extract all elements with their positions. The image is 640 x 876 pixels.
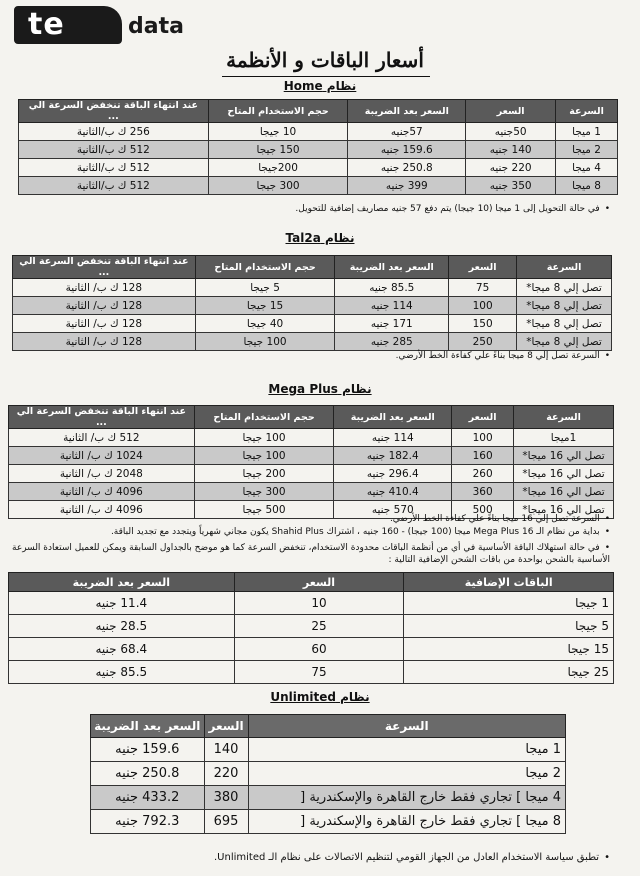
quota-cell: 5 جيجا	[195, 279, 335, 297]
speed-cell: 4 ميجا ] تجاري فقط خارج القاهرة والإسكندرية [	[248, 786, 565, 810]
tal2a-header-row	[13, 256, 612, 279]
addon-price-tax-cell: 11.4 جنيه	[9, 592, 235, 615]
reduced-speed-cell: 4096 ك ب/ الثانية	[9, 501, 195, 519]
tal2a-header: عند انتهاء الباقة تنخفض السرعة الي ...	[13, 256, 196, 279]
price-cell: 220	[204, 762, 248, 786]
tal2a-section-title: نظام Tal2a	[285, 231, 355, 245]
price-cell: 250	[449, 333, 517, 351]
quota-cell: 200جيجا	[208, 159, 348, 177]
reduced-speed-cell: 512 ك ب/الثانية	[19, 141, 209, 159]
table-row	[19, 177, 618, 195]
home-header: السرعة	[556, 100, 618, 123]
reduced-speed-cell: 2048 ك ب/ الثانية	[9, 465, 195, 483]
tal2a-note: • السرعة تصل إلي 8 ميجا بناءً علي كفاءة الخط الأرضي.	[300, 350, 610, 362]
table-row	[91, 738, 566, 762]
addon-price-tax-cell: 28.5 جنيه	[9, 615, 235, 638]
speed-cell: تصل الي 16 ميجا*	[514, 465, 614, 483]
addons-table	[8, 572, 614, 684]
reduced-speed-cell: 512 ك ب/ الثانية	[9, 429, 195, 447]
price-cell: 260	[452, 465, 514, 483]
unlimited-table	[90, 714, 566, 834]
table-row	[13, 333, 612, 351]
speed-cell: تصل الي 16 ميجا*	[514, 447, 614, 465]
table-row	[91, 786, 566, 810]
unlimited-header: السرعة	[248, 715, 565, 738]
price-tax-cell: 182.4 جنيه	[334, 447, 452, 465]
unlimited-header: السعر بعد الضريبة	[91, 715, 205, 738]
price-cell: 160	[452, 447, 514, 465]
home-header: السعر بعد الضريبة	[348, 100, 466, 123]
megaplus-section-title: نظام Mega Plus	[268, 382, 372, 396]
home-header: حجم الاستخدام المتاح	[208, 100, 348, 123]
price-cell: 100	[449, 297, 517, 315]
price-cell: 380	[204, 786, 248, 810]
addon-price-tax-cell: 68.4 جنيه	[9, 638, 235, 661]
home-header: السعر	[466, 100, 556, 123]
addon-quota-cell: 5 جيجا	[404, 615, 614, 638]
speed-cell: تصل الي 16 ميجا*	[514, 501, 614, 519]
megaplus-header: السرعة	[514, 406, 614, 429]
speed-cell: 8 ميجا	[556, 177, 618, 195]
price-tax-cell: 114 جنيه	[335, 297, 449, 315]
speed-cell: 8 ميجا ] تجاري فقط خارج القاهرة والإسكندرية [	[248, 810, 565, 834]
quota-cell: 500 جيجا	[194, 501, 334, 519]
table-row	[9, 465, 614, 483]
home-header: عند انتهاء الباقة تنخفض السرعة الي ...	[19, 100, 209, 123]
quota-cell: 150 جيجا	[208, 141, 348, 159]
speed-cell: 2 ميجا	[556, 141, 618, 159]
unlimited-section-title: نظام Unlimited	[270, 690, 370, 704]
megaplus-header: السعر	[452, 406, 514, 429]
home-note: • في حالة التحويل إلى 1 ميجا (10 جيجا) يتم دفع 57 جنيه مصاريف إضافية للتحويل.	[180, 203, 610, 215]
megaplus-note-1: • السرعة تصل إلي 16 ميجا بناءً علي كفاءة الخط الأرضي.	[260, 513, 610, 525]
speed-cell: تصل إلي 8 ميجا*	[517, 297, 612, 315]
addon-price-cell: 10	[234, 592, 404, 615]
table-row	[9, 638, 614, 661]
speed-cell: 1 ميجا	[556, 123, 618, 141]
home-header-row	[19, 100, 618, 123]
title-underline	[222, 76, 430, 77]
table-row	[91, 810, 566, 834]
speed-cell: 2 ميجا	[248, 762, 565, 786]
tal2a-header: حجم الاستخدام المتاح	[195, 256, 335, 279]
reduced-speed-cell: 4096 ك ب/ الثانية	[9, 483, 195, 501]
quota-cell: 10 جيجا	[208, 123, 348, 141]
home-section-title: نظام Home	[283, 79, 357, 93]
price-cell: 100	[452, 429, 514, 447]
price-tax-cell: 399 جنيه	[348, 177, 466, 195]
speed-cell: تصل إلي 8 ميجا*	[517, 315, 612, 333]
price-cell: 50جنيه	[466, 123, 556, 141]
quota-cell: 100 جيجا	[195, 333, 335, 351]
table-row	[13, 297, 612, 315]
reduced-speed-cell: 512 ك ب/الثانية	[19, 159, 209, 177]
addons-header: السعر بعد الضريبة	[9, 573, 235, 592]
price-tax-cell: 114 جنيه	[334, 429, 452, 447]
quota-cell: 15 جيجا	[195, 297, 335, 315]
price-tax-cell: 250.8 جنيه	[348, 159, 466, 177]
logo-word: data	[128, 14, 184, 39]
reduced-speed-cell: 256 ك ب/الثانية	[19, 123, 209, 141]
table-row	[9, 592, 614, 615]
speed-cell: تصل إلي 8 ميجا*	[517, 279, 612, 297]
table-row	[9, 483, 614, 501]
home-table	[18, 99, 618, 195]
speed-cell: تصل إلي 8 ميجا*	[517, 333, 612, 351]
price-cell: 140	[204, 738, 248, 762]
te-logo-mark: te	[14, 6, 122, 44]
te-data-logo	[14, 6, 184, 46]
addons-header-row	[9, 573, 614, 592]
megaplus-note-2: • بداية من نظام الـ Mega Plus 16 ميجا (100 جيجا) - 160 جنيه ، اشتراك Shahid Plus يكون مجاني شهرياً ويتجدد مع تجديد الباقة.	[60, 526, 610, 538]
table-row	[9, 615, 614, 638]
table-row	[9, 447, 614, 465]
table-row	[13, 279, 612, 297]
speed-cell: تصل الي 16 ميجا*	[514, 483, 614, 501]
addon-price-cell: 60	[234, 638, 404, 661]
addon-quota-cell: 15 جيجا	[404, 638, 614, 661]
addons-header: الباقات الإضافية	[404, 573, 614, 592]
megaplus-header: السعر بعد الضريبة	[334, 406, 452, 429]
speed-cell: 1ميجا	[514, 429, 614, 447]
quota-cell: 200 جيجا	[194, 465, 334, 483]
price-tax-cell: 410.4 جنيه	[334, 483, 452, 501]
quota-cell: 300 جيجا	[194, 483, 334, 501]
price-cell: 360	[452, 483, 514, 501]
speed-cell: 1 ميجا	[248, 738, 565, 762]
addon-quota-cell: 25 جيجا	[404, 661, 614, 684]
price-tax-cell: 250.8 جنيه	[91, 762, 205, 786]
price-cell: 695	[204, 810, 248, 834]
megaplus-header: حجم الاستخدام المتاح	[194, 406, 334, 429]
addon-price-cell: 25	[234, 615, 404, 638]
price-cell: 75	[449, 279, 517, 297]
price-tax-cell: 171 جنيه	[335, 315, 449, 333]
price-tax-cell: 570 جنيه	[334, 501, 452, 519]
speed-cell: 4 ميجا	[556, 159, 618, 177]
table-row	[19, 123, 618, 141]
price-cell: 140 جنيه	[466, 141, 556, 159]
megaplus-header-row	[9, 406, 614, 429]
table-row	[19, 141, 618, 159]
quota-cell: 40 جيجا	[195, 315, 335, 333]
quota-cell: 100 جيجا	[194, 447, 334, 465]
price-tax-cell: 285 جنيه	[335, 333, 449, 351]
price-tax-cell: 296.4 جنيه	[334, 465, 452, 483]
unlimited-header-row	[91, 715, 566, 738]
reduced-speed-cell: 128 ك ب/ الثانية	[13, 279, 196, 297]
megaplus-header: عند انتهاء الباقة تنخفض السرعة الي ...	[9, 406, 195, 429]
reduced-speed-cell: 1024 ك ب/ الثانية	[9, 447, 195, 465]
tal2a-header: السعر	[449, 256, 517, 279]
page-title: أسعار الباقات و الأنظمة	[226, 48, 424, 72]
table-row	[9, 661, 614, 684]
price-tax-cell: 433.2 جنيه	[91, 786, 205, 810]
reduced-speed-cell: 128 ك ب/ الثانية	[13, 333, 196, 351]
table-row	[91, 762, 566, 786]
price-cell: 150	[449, 315, 517, 333]
unlimited-note: • تطبق سياسة الاستخدام العادل من الجهاز القومي لتنظيم الاتصالات على نظام الـ Unlimited.	[180, 852, 610, 864]
quota-cell: 100 جيجا	[194, 429, 334, 447]
addons-header: السعر	[234, 573, 404, 592]
reduced-speed-cell: 512 ك ب/الثانية	[19, 177, 209, 195]
addon-price-tax-cell: 85.5 جنيه	[9, 661, 235, 684]
price-tax-cell: 159.6 جنيه	[91, 738, 205, 762]
price-cell: 350 جنيه	[466, 177, 556, 195]
addon-quota-cell: 1 جيجا	[404, 592, 614, 615]
price-cell: 220 جنيه	[466, 159, 556, 177]
price-tax-cell: 159.6 جنيه	[348, 141, 466, 159]
unlimited-header: السعر	[204, 715, 248, 738]
addon-price-cell: 75	[234, 661, 404, 684]
reduced-speed-cell: 128 ك ب/ الثانية	[13, 297, 196, 315]
table-row	[13, 315, 612, 333]
tal2a-table	[12, 255, 612, 351]
tal2a-header: السعر بعد الضريبة	[335, 256, 449, 279]
megaplus-table	[8, 405, 614, 519]
table-row	[9, 429, 614, 447]
table-row	[19, 159, 618, 177]
reduced-speed-cell: 128 ك ب/ الثانية	[13, 315, 196, 333]
price-tax-cell: 85.5 جنيه	[335, 279, 449, 297]
quota-cell: 300 جيجا	[208, 177, 348, 195]
price-cell: 500	[452, 501, 514, 519]
megaplus-note-3: • في حالة استهلاك الباقة الأساسية في أي من أنظمة الباقات محدودة الاستخدام، تنخفض السرعة كما هو موضح بالجداول السابقة ويمكن للعميل استعادة السرعة الأساسية بالشحن بواحدة من باقات الشحن الإضافية التالية :	[10, 542, 610, 566]
price-tax-cell: 57جنيه	[348, 123, 466, 141]
price-tax-cell: 792.3 جنيه	[91, 810, 205, 834]
tal2a-header: السرعة	[517, 256, 612, 279]
